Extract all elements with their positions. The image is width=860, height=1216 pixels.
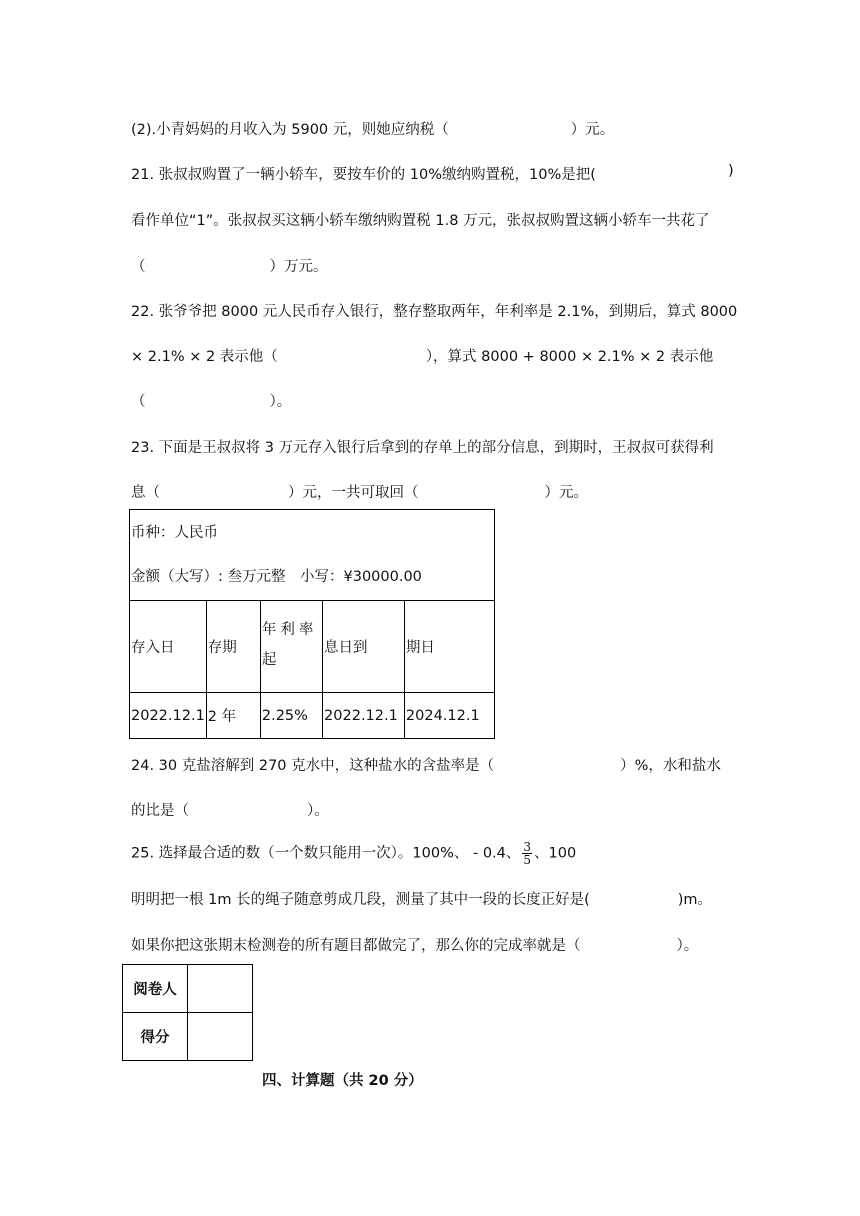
question-21-paren: ) — [728, 163, 734, 179]
question-21-line1: 21. 张叔叔购置了一辆小轿车，要按车价的 10%缴纳购置税，10%是把( — [131, 167, 596, 183]
question-25-line2: 明明把一根 1m 长的绳子随意剪成几段，测量了其中一段的长度正好是( )m。 — [131, 892, 713, 908]
question-24-line2: 的比是（ ）。 — [131, 803, 329, 819]
deposit-slip-header — [130, 510, 495, 601]
question-20-2: (2).小青妈妈的月收入为 5900 元，则她应纳税（ ）元。 — [131, 122, 615, 138]
cell-interest-date: 2022.12.1 — [323, 693, 405, 739]
question-22-line2: × 2.1% × 2 表示他（ ），算式 8000 + 8000 × 2.1% × 2 表示他 — [131, 349, 714, 365]
reviewer-cell[interactable] — [188, 965, 253, 1013]
reviewer-label: 阅卷人 — [123, 965, 188, 1013]
section-title: 四、计算题（共 20 分） — [262, 1073, 423, 1089]
header-maturity-date: 期日 — [404, 601, 494, 693]
question-23-line2: 息（ ）元，一共可取回（ ）元。 — [131, 485, 588, 501]
question-21-line2: 看作单位“1”。张叔叔买这辆小轿车缴纳购置税 1.8 万元，张叔叔购置这辆小轿车一共花了 — [131, 213, 710, 229]
score-label: 得分 — [123, 1013, 188, 1061]
grader-table — [122, 964, 253, 1061]
question-22-line3: （ ）。 — [131, 394, 292, 410]
score-cell[interactable] — [188, 1013, 253, 1061]
cell-rate: 2.25% — [260, 693, 322, 739]
question-25-line1: 25. 选择最合适的数（一个数只能用一次）。100%、 - 0.4、 $\frac{3}{5}$ 、100 — [131, 840, 577, 867]
header-rate: 年利率 起 — [260, 601, 322, 693]
amount-text: 金额（大写）: 叁万元整 小写：¥30000.00 — [131, 569, 422, 585]
question-24-line1: 24. 30 克盐溶解到 270 克水中，这种盐水的含盐率是（ ）%，水和盐水 — [131, 758, 721, 774]
fraction-three-fifths: $\frac{3}{5}$ — [523, 840, 532, 867]
question-25-line3: 如果你把这张期末检测卷的所有题目都做完了，那么你的完成率就是（ ）。 — [131, 938, 699, 954]
currency-text: 币种：人民币 — [131, 525, 218, 541]
cell-deposit-date: 2022.12.1 — [130, 693, 207, 739]
deposit-slip-table — [129, 509, 495, 739]
header-term: 存期 — [206, 601, 260, 693]
header-deposit-date: 存入日 — [130, 601, 207, 693]
question-23-line1: 23. 下面是王叔叔将 3 万元存入银行后拿到的存单上的部分信息，到期时，王叔叔可获得利 — [131, 440, 714, 456]
cell-maturity-date: 2024.12.1 — [404, 693, 494, 739]
question-22-line1: 22. 张爷爷把 8000 元人民币存入银行，整存整取两年，年利率是 2.1%，到期后，算式 8000 — [131, 304, 738, 320]
cell-term: 2 年 — [206, 693, 260, 739]
header-interest-date: 息日到 — [323, 601, 405, 693]
question-21-line3: （ ）万元。 — [131, 259, 328, 275]
